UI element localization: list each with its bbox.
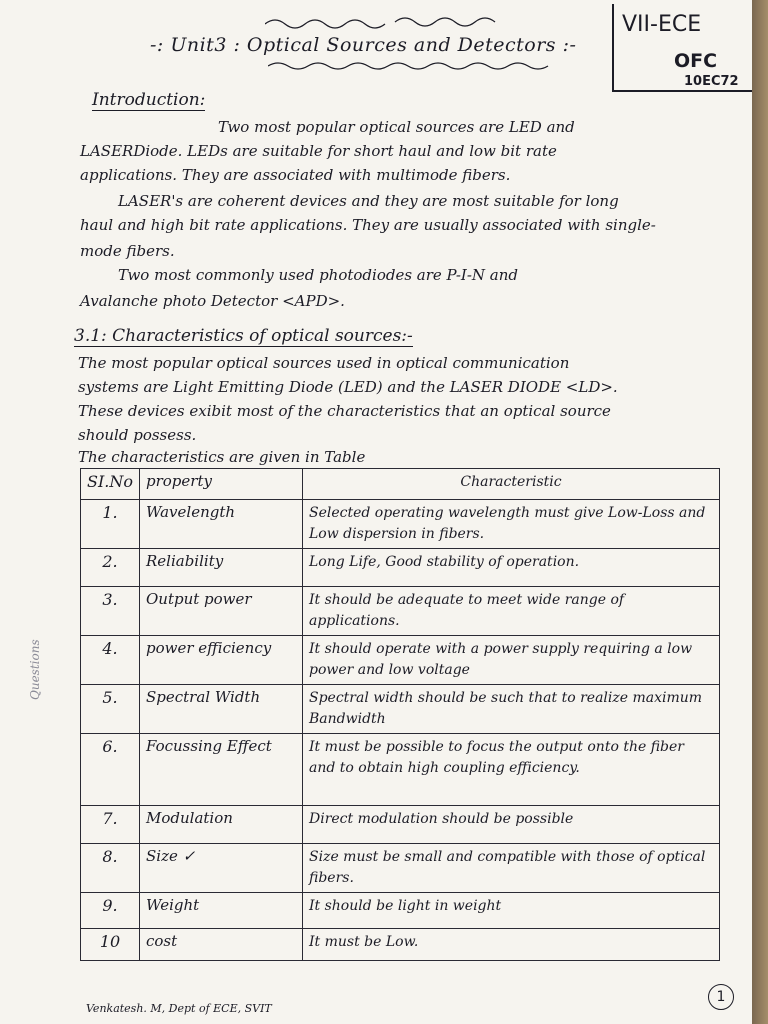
cell-characteristic: It should be adequate to meet wide range of applications.: [303, 587, 720, 636]
margin-note: Questions: [28, 639, 42, 700]
cell-characteristic: Direct modulation should be possible: [303, 806, 720, 844]
cell-characteristic: Spectral width should be such that to realize maximum Bandwidth: [303, 685, 720, 734]
course-tag: [612, 4, 752, 92]
table-row: [81, 844, 720, 893]
cell-no: 5.: [81, 685, 140, 734]
table-row: [81, 734, 720, 806]
intro-line: LASER's are coherent devices and they are most suitable for long: [118, 192, 619, 210]
table-row: [81, 549, 720, 587]
table-row: [81, 636, 720, 685]
cell-property: Weight: [140, 893, 303, 929]
header-characteristic: Characteristic: [303, 469, 720, 500]
title-decoration: [265, 14, 505, 30]
cell-no: 7.: [81, 806, 140, 844]
cell-property: power efficiency: [140, 636, 303, 685]
table-row: [81, 685, 720, 734]
cell-characteristic: It must be possible to focus the output onto the fiber and to obtain high coupling efficiency.: [303, 734, 720, 806]
cell-no: 1.: [81, 500, 140, 549]
cell-characteristic: Selected operating wavelength must give Low-Loss and Low dispersion in fibers.: [303, 500, 720, 549]
cell-characteristic: Long Life, Good stability of operation.: [303, 549, 720, 587]
cell-no: 10: [81, 929, 140, 961]
table-row: [81, 929, 720, 961]
table-header-row: [81, 469, 720, 500]
cell-characteristic: Size must be small and compatible with those of optical fibers.: [303, 844, 720, 893]
cell-property: Output power: [140, 587, 303, 636]
header-property: property: [140, 469, 303, 500]
intro-line: Avalanche photo Detector <APD>.: [80, 292, 345, 310]
cell-no: 2.: [81, 549, 140, 587]
cell-property: Wavelength: [140, 500, 303, 549]
section-heading: 3.1: Characteristics of optical sources:-: [74, 326, 413, 346]
cell-characteristic: It must be Low.: [303, 929, 720, 961]
table-row: [81, 587, 720, 636]
intro-line: Two most commonly used photodiodes are P-I-N and: [118, 266, 518, 284]
cell-property: Modulation: [140, 806, 303, 844]
cell-no: 3.: [81, 587, 140, 636]
cell-property: cost: [140, 929, 303, 961]
section-line: systems are Light Emitting Diode (LED) and the LASER DIODE <LD>.: [78, 378, 618, 396]
intro-line: LASERDiode. LEDs are suitable for short haul and low bit rate: [80, 142, 557, 160]
table-row: [81, 500, 720, 549]
intro-heading: Introduction:: [92, 90, 206, 110]
section-line: should possess.: [78, 426, 197, 444]
section-line: These devices exibit most of the characteristics that an optical source: [78, 402, 611, 420]
intro-line: mode fibers.: [80, 242, 175, 260]
table-row: [81, 893, 720, 929]
table-row: [81, 806, 720, 844]
title-underline: [268, 60, 588, 74]
characteristics-table: [80, 468, 720, 961]
cell-property: Spectral Width: [140, 685, 303, 734]
section-line: The most popular optical sources used in optical communication: [78, 354, 570, 372]
cell-characteristic: It should be light in weight: [303, 893, 720, 929]
cell-no: 4.: [81, 636, 140, 685]
section-line: The characteristics are given in Table: [78, 448, 366, 466]
cell-no: 8.: [81, 844, 140, 893]
cell-property: Focussing Effect: [140, 734, 303, 806]
cell-no: 6.: [81, 734, 140, 806]
background-edge: [752, 0, 768, 1024]
cell-property: Size ✓: [140, 844, 303, 893]
page-number: 1: [708, 984, 734, 1010]
intro-line: haul and high bit rate applications. They are usually associated with single-: [80, 216, 656, 234]
footer-author: Venkatesh. M, Dept of ECE, SVIT: [86, 1002, 272, 1015]
cell-property: Reliability: [140, 549, 303, 587]
subject-label: OFC: [674, 50, 718, 72]
subject-code: 10EC72: [684, 74, 739, 89]
cell-no: 9.: [81, 893, 140, 929]
page-title: -: Unit3 : Optical Sources and Detectors :-: [150, 34, 577, 56]
header-sl-no: SI.No: [81, 469, 140, 500]
cell-characteristic: It should operate with a power supply requiring a low power and low voltage: [303, 636, 720, 685]
class-label: VII-ECE: [622, 12, 702, 37]
intro-line: applications. They are associated with multimode fibers.: [80, 166, 511, 184]
intro-line: Two most popular optical sources are LED and: [218, 118, 575, 136]
